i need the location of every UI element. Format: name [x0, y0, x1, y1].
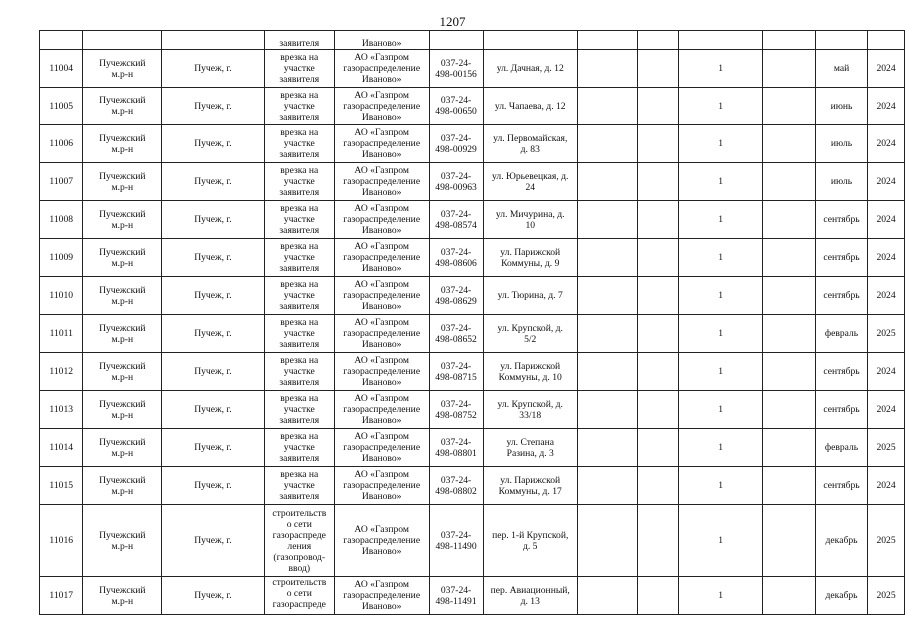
- cell-district: Пучежский м.р-н: [83, 467, 162, 505]
- cell-city: Пучеж, г.: [162, 50, 265, 88]
- cell-address: ул. Дачная, д. 12: [483, 50, 577, 88]
- cell-work-type: врезка на участке заявителя: [264, 353, 334, 391]
- cell-empty: [763, 315, 816, 353]
- cell-city: Пучеж, г.: [162, 353, 265, 391]
- cell-code: 037-24- 498-00650: [429, 88, 483, 125]
- cell-empty: [637, 315, 678, 353]
- cell-code: 037-24- 498-00929: [429, 125, 483, 163]
- cell-year: 2024: [868, 391, 905, 429]
- cell-code: 037-24- 498-08715: [429, 353, 483, 391]
- cell-empty: [637, 467, 678, 505]
- cell-month: сентябрь: [815, 239, 867, 277]
- cell-empty: [637, 505, 678, 577]
- table-row: [40, 315, 905, 353]
- cell-city: Пучеж, г.: [162, 125, 265, 163]
- cell-empty: [577, 353, 637, 391]
- cell-empty: [577, 201, 637, 239]
- cell-city: Пучеж, г.: [162, 88, 265, 125]
- cell-organization: АО «Газпром газораспределение Иваново»: [334, 391, 429, 429]
- cell-empty: [637, 31, 678, 50]
- cell-empty: [429, 31, 483, 50]
- cell-quantity: 1: [678, 315, 763, 353]
- cell-district: Пучежский м.р-н: [83, 88, 162, 125]
- cell-quantity: 1: [678, 125, 763, 163]
- table-row: [40, 163, 905, 201]
- cell-month: декабрь: [815, 577, 867, 615]
- table-body: [40, 31, 905, 615]
- cell-number: 11015: [40, 467, 83, 505]
- cell-city: Пучеж, г.: [162, 429, 265, 467]
- cell-address: ул. Парижской Коммуны, д. 17: [483, 467, 577, 505]
- cell-month: июнь: [815, 88, 867, 125]
- cell-quantity: 1: [678, 353, 763, 391]
- cell-district: Пучежский м.р-н: [83, 391, 162, 429]
- cell-month: июль: [815, 163, 867, 201]
- cell-month: февраль: [815, 315, 867, 353]
- cell-quantity: 1: [678, 277, 763, 315]
- cell-number: 11005: [40, 88, 83, 125]
- cell-district: Пучежский м.р-н: [83, 50, 162, 88]
- cell-year: 2024: [868, 277, 905, 315]
- cell-empty: [763, 467, 816, 505]
- cell-empty: [763, 353, 816, 391]
- cell-city: Пучеж, г.: [162, 201, 265, 239]
- table-row: [40, 125, 905, 163]
- cell-district: Пучежский м.р-н: [83, 201, 162, 239]
- cell-month: февраль: [815, 429, 867, 467]
- data-table: [39, 30, 905, 615]
- cell-number: 11017: [40, 577, 83, 615]
- cell-quantity: 1: [678, 201, 763, 239]
- cell-work-type: врезка на участке заявителя: [264, 277, 334, 315]
- cell-work-type: врезка на участке заявителя: [264, 429, 334, 467]
- cell-number: 11010: [40, 277, 83, 315]
- cell-number: 11013: [40, 391, 83, 429]
- cell-organization: Иваново»: [334, 31, 429, 50]
- cell-empty: [162, 31, 265, 50]
- cell-quantity: 1: [678, 50, 763, 88]
- cell-empty: [637, 577, 678, 615]
- cell-empty: [483, 31, 577, 50]
- cell-month: сентябрь: [815, 201, 867, 239]
- cell-code: 037-24- 498-08752: [429, 391, 483, 429]
- table-row: [40, 50, 905, 88]
- cell-empty: [678, 31, 763, 50]
- cell-code: 037-24- 498-08574: [429, 201, 483, 239]
- cell-year: 2025: [868, 429, 905, 467]
- cell-code: 037-24- 498-08629: [429, 277, 483, 315]
- cell-year: 2024: [868, 353, 905, 391]
- table-row: [40, 391, 905, 429]
- cell-month: сентябрь: [815, 277, 867, 315]
- cell-district: Пучежский м.р-н: [83, 429, 162, 467]
- cell-month: сентябрь: [815, 353, 867, 391]
- cell-work-type: врезка на участке заявителя: [264, 88, 334, 125]
- cell-code: 037-24- 498-00963: [429, 163, 483, 201]
- cell-organization: АО «Газпром газораспределение Иваново»: [334, 353, 429, 391]
- cell-empty: [637, 391, 678, 429]
- cell-organization: АО «Газпром газораспределение Иваново»: [334, 277, 429, 315]
- cell-work-type: врезка на участке заявителя: [264, 50, 334, 88]
- cell-city: Пучеж, г.: [162, 277, 265, 315]
- cell-number: 11012: [40, 353, 83, 391]
- cell-district: Пучежский м.р-н: [83, 353, 162, 391]
- cell-address: ул. Первомайская, д. 83: [483, 125, 577, 163]
- cell-city: Пучеж, г.: [162, 163, 265, 201]
- cell-empty: [577, 391, 637, 429]
- cell-empty: [763, 88, 816, 125]
- cell-empty: [637, 163, 678, 201]
- cell-organization: АО «Газпром газораспределение Иваново»: [334, 88, 429, 125]
- cell-district: Пучежский м.р-н: [83, 577, 162, 615]
- cell-address: ул. Парижской Коммуны, д. 10: [483, 353, 577, 391]
- cell-quantity: 1: [678, 505, 763, 577]
- cell-work-type: врезка на участке заявителя: [264, 125, 334, 163]
- cell-organization: АО «Газпром газораспределение Иваново»: [334, 163, 429, 201]
- cell-organization: АО «Газпром газораспределение Иваново»: [334, 505, 429, 577]
- cell-address: ул. Степана Разина, д. 3: [483, 429, 577, 467]
- cell-empty: [83, 31, 162, 50]
- cell-empty: [763, 277, 816, 315]
- cell-code: 037-24- 498-08801: [429, 429, 483, 467]
- cell-organization: АО «Газпром газораспределение Иваново»: [334, 125, 429, 163]
- table-row-partial-top: [40, 31, 905, 50]
- cell-quantity: 1: [678, 239, 763, 277]
- cell-address: пер. Авиационный, д. 13: [483, 577, 577, 615]
- cell-address: ул. Крупской, д. 5/2: [483, 315, 577, 353]
- cell-empty: [763, 577, 816, 615]
- cell-empty: [577, 429, 637, 467]
- cell-year: 2025: [868, 577, 905, 615]
- cell-empty: [763, 391, 816, 429]
- cell-empty: [577, 467, 637, 505]
- cell-empty: [763, 201, 816, 239]
- cell-empty: [763, 429, 816, 467]
- cell-year: 2024: [868, 125, 905, 163]
- cell-organization: АО «Газпром газораспределение Иваново»: [334, 577, 429, 615]
- cell-empty: [637, 201, 678, 239]
- cell-year: 2024: [868, 50, 905, 88]
- cell-number: 11006: [40, 125, 83, 163]
- table-row: [40, 277, 905, 315]
- cell-year: 2025: [868, 505, 905, 577]
- cell-work-type: врезка на участке заявителя: [264, 239, 334, 277]
- table-row: [40, 577, 905, 615]
- cell-quantity: 1: [678, 467, 763, 505]
- cell-organization: АО «Газпром газораспределение Иваново»: [334, 429, 429, 467]
- cell-empty: [577, 505, 637, 577]
- cell-city: Пучеж, г.: [162, 467, 265, 505]
- cell-empty: [577, 88, 637, 125]
- cell-city: Пучеж, г.: [162, 505, 265, 577]
- cell-empty: [577, 239, 637, 277]
- table-row: [40, 353, 905, 391]
- cell-empty: [763, 505, 816, 577]
- cell-quantity: 1: [678, 88, 763, 125]
- cell-address: ул. Крупской, д. 33/18: [483, 391, 577, 429]
- cell-address: ул. Мичурина, д. 10: [483, 201, 577, 239]
- table-row: [40, 429, 905, 467]
- table-row: [40, 467, 905, 505]
- cell-city: Пучеж, г.: [162, 391, 265, 429]
- cell-address: ул. Тюрина, д. 7: [483, 277, 577, 315]
- table-row: [40, 88, 905, 125]
- cell-work-type: строительств о сети газораспреде ления (газопровод- ввод): [264, 505, 334, 577]
- cell-quantity: 1: [678, 391, 763, 429]
- cell-address: ул. Чапаева, д. 12: [483, 88, 577, 125]
- cell-district: Пучежский м.р-н: [83, 277, 162, 315]
- cell-work-type: врезка на участке заявителя: [264, 391, 334, 429]
- cell-city: Пучеж, г.: [162, 315, 265, 353]
- cell-empty: [577, 50, 637, 88]
- cell-code: 037-24- 498-08606: [429, 239, 483, 277]
- cell-address: ул. Парижской Коммуны, д. 9: [483, 239, 577, 277]
- cell-quantity: 1: [678, 429, 763, 467]
- cell-organization: АО «Газпром газораспределение Иваново»: [334, 201, 429, 239]
- cell-organization: АО «Газпром газораспределение Иваново»: [334, 50, 429, 88]
- cell-empty: [763, 125, 816, 163]
- cell-year: 2024: [868, 239, 905, 277]
- cell-empty: [815, 31, 867, 50]
- cell-work-type: врезка на участке заявителя: [264, 467, 334, 505]
- cell-month: сентябрь: [815, 391, 867, 429]
- cell-city: Пучеж, г.: [162, 239, 265, 277]
- cell-empty: [763, 239, 816, 277]
- cell-empty: [637, 125, 678, 163]
- cell-number: 11004: [40, 50, 83, 88]
- cell-month: сентябрь: [815, 467, 867, 505]
- cell-year: 2025: [868, 315, 905, 353]
- cell-year: 2024: [868, 88, 905, 125]
- cell-empty: [40, 31, 83, 50]
- cell-empty: [637, 277, 678, 315]
- cell-year: 2024: [868, 467, 905, 505]
- cell-empty: [577, 577, 637, 615]
- cell-district: Пучежский м.р-н: [83, 163, 162, 201]
- cell-number: 11007: [40, 163, 83, 201]
- table-row: [40, 505, 905, 577]
- cell-empty: [637, 88, 678, 125]
- cell-code: 037-24- 498-08652: [429, 315, 483, 353]
- cell-empty: [577, 277, 637, 315]
- cell-code: 037-24- 498-11491: [429, 577, 483, 615]
- cell-month: декабрь: [815, 505, 867, 577]
- cell-empty: [763, 31, 816, 50]
- cell-district: Пучежский м.р-н: [83, 239, 162, 277]
- cell-empty: [577, 163, 637, 201]
- cell-empty: [637, 239, 678, 277]
- cell-month: май: [815, 50, 867, 88]
- cell-number: 11014: [40, 429, 83, 467]
- cell-empty: [577, 125, 637, 163]
- cell-number: 11009: [40, 239, 83, 277]
- page-number: 1207: [439, 14, 466, 29]
- cell-work-type: заявителя: [264, 31, 334, 50]
- cell-work-type: строительств о сети газораспреде: [264, 577, 334, 615]
- cell-quantity: 1: [678, 577, 763, 615]
- cell-address: ул. Юрьевецкая, д. 24: [483, 163, 577, 201]
- cell-district: Пучежский м.р-н: [83, 315, 162, 353]
- cell-work-type: врезка на участке заявителя: [264, 315, 334, 353]
- cell-month: июль: [815, 125, 867, 163]
- cell-year: 2024: [868, 201, 905, 239]
- cell-organization: АО «Газпром газораспределение Иваново»: [334, 467, 429, 505]
- cell-organization: АО «Газпром газораспределение Иваново»: [334, 315, 429, 353]
- cell-empty: [577, 315, 637, 353]
- cell-quantity: 1: [678, 163, 763, 201]
- cell-organization: АО «Газпром газораспределение Иваново»: [334, 239, 429, 277]
- table-row: [40, 201, 905, 239]
- cell-district: Пучежский м.р-н: [83, 505, 162, 577]
- cell-year: 2024: [868, 163, 905, 201]
- cell-empty: [637, 50, 678, 88]
- cell-number: 11011: [40, 315, 83, 353]
- cell-work-type: врезка на участке заявителя: [264, 163, 334, 201]
- cell-number: 11008: [40, 201, 83, 239]
- cell-empty: [637, 353, 678, 391]
- cell-city: Пучеж, г.: [162, 577, 265, 615]
- cell-empty: [577, 31, 637, 50]
- cell-number: 11016: [40, 505, 83, 577]
- cell-empty: [637, 429, 678, 467]
- cell-code: 037-24- 498-11490: [429, 505, 483, 577]
- cell-empty: [868, 31, 905, 50]
- cell-work-type: врезка на участке заявителя: [264, 201, 334, 239]
- cell-address: пер. 1-й Крупской, д. 5: [483, 505, 577, 577]
- cell-code: 037-24- 498-00156: [429, 50, 483, 88]
- cell-empty: [763, 50, 816, 88]
- cell-empty: [763, 163, 816, 201]
- cell-code: 037-24- 498-08802: [429, 467, 483, 505]
- table-row: [40, 239, 905, 277]
- cell-district: Пучежский м.р-н: [83, 125, 162, 163]
